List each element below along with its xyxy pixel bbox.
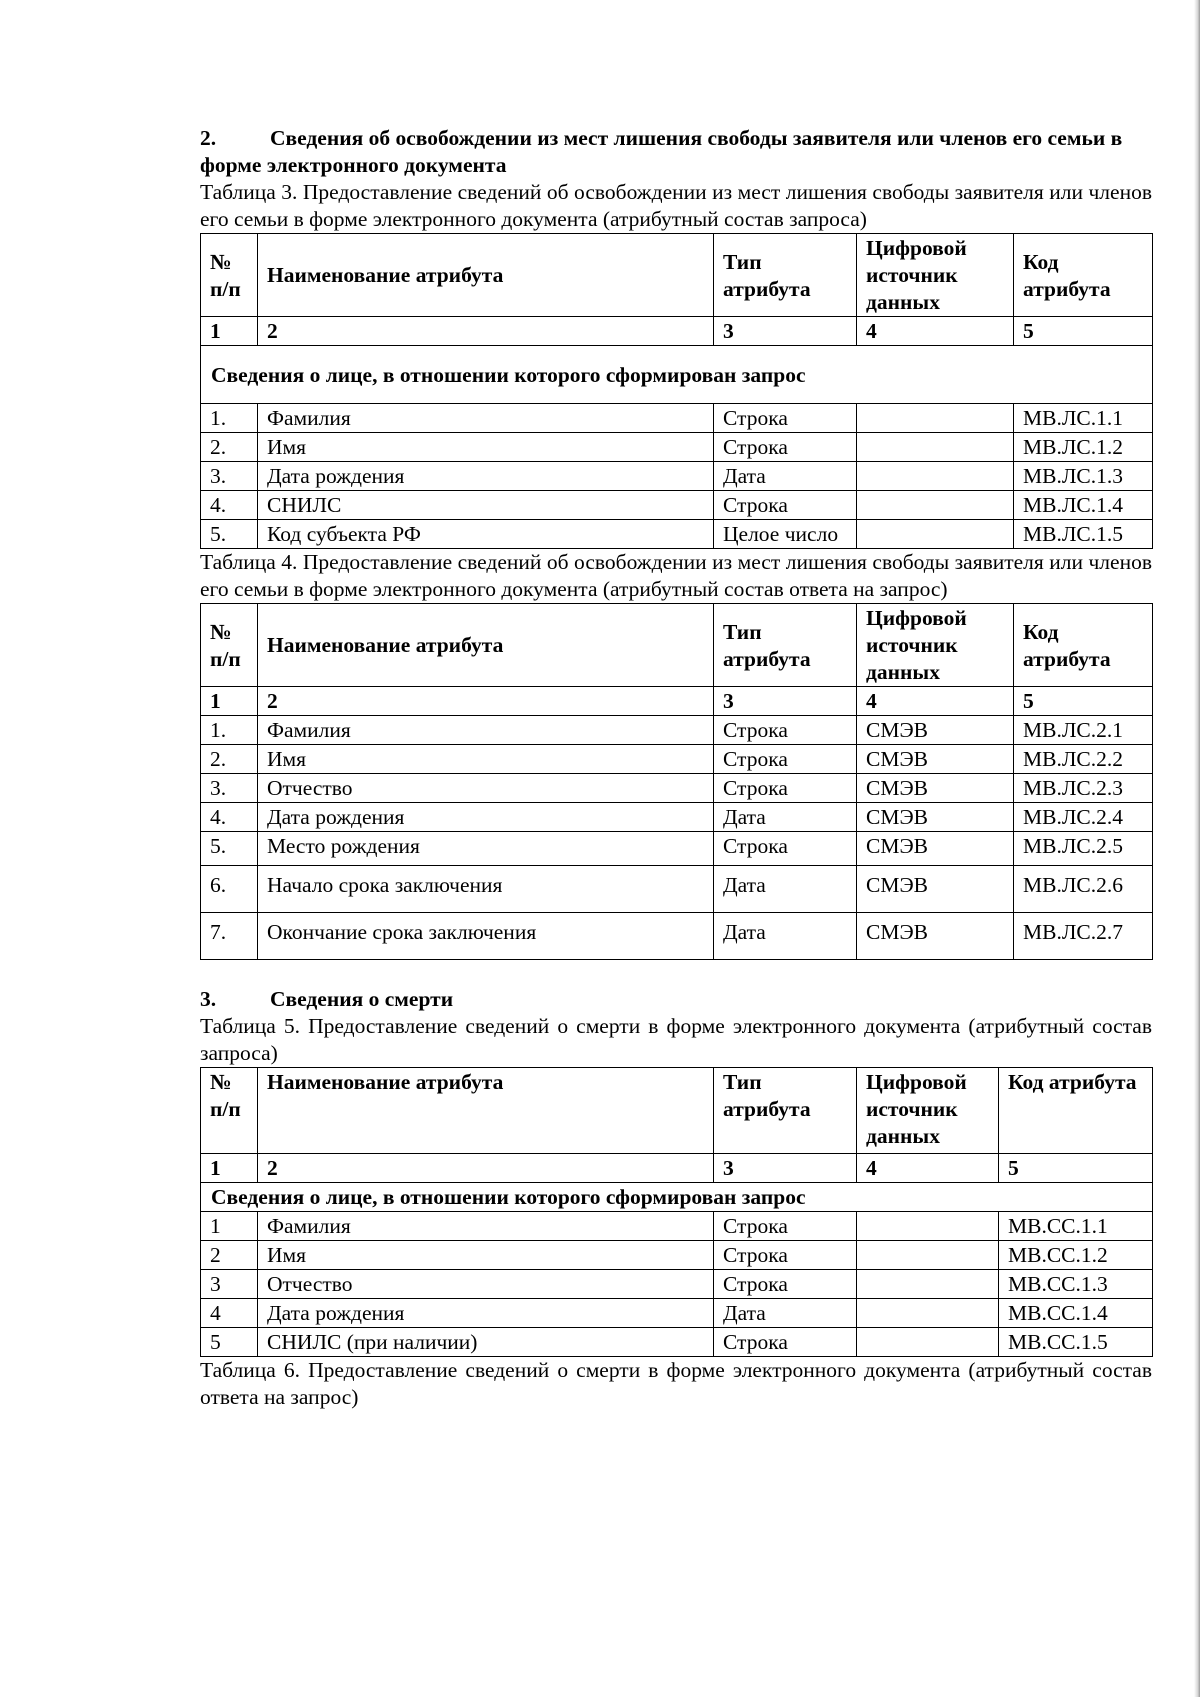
table-row [201,1212,1153,1241]
table-row [201,404,1153,433]
scan-edge-shadow [1194,0,1200,1697]
row-attribute-name: Дата рождения [258,1299,714,1328]
section-2-number: 2. [200,126,217,150]
row-attribute-type: Дата [714,803,857,832]
table-3-index-row [201,317,1153,346]
row-data-source [857,433,1014,462]
header-attribute-type: Тип атрибута [714,234,857,317]
table-4-index-row [201,687,1153,716]
header-attribute-name: Наименование атрибута [258,1068,714,1154]
row-attribute-type: Дата [714,913,857,960]
section-3-title: Сведения о смерти [270,987,454,1011]
table-row [201,913,1153,960]
row-attribute-code: МВ.СС.1.2 [999,1241,1153,1270]
row-attribute-code: МВ.СС.1.5 [999,1328,1153,1357]
row-data-source [857,1328,999,1357]
row-attribute-name: Окончание срока заключения [258,913,714,960]
row-data-source [857,1241,999,1270]
row-attribute-name: Дата рождения [258,803,714,832]
spacer [200,960,1152,986]
table-5 [200,1067,1153,1357]
row-attribute-type: Строка [714,491,857,520]
header-attribute-code: Код атрибута [1014,234,1153,317]
table-row [201,716,1153,745]
row-attribute-code: МВ.ЛС.1.3 [1014,462,1153,491]
row-attribute-name: Дата рождения [258,462,714,491]
table-row [201,462,1153,491]
table-3-section-row [201,346,1153,404]
row-attribute-type: Строка [714,1212,857,1241]
header-attribute-code: Код атрибута [999,1068,1153,1154]
index-cell: 5 [1014,317,1153,346]
row-number: 5. [201,832,258,866]
table-row [201,803,1153,832]
row-attribute-code: МВ.ЛС.2.4 [1014,803,1153,832]
row-attribute-code: МВ.ЛС.1.5 [1014,520,1153,549]
table-row [201,774,1153,803]
row-number: 4 [201,1299,258,1328]
row-attribute-code: МВ.СС.1.3 [999,1270,1153,1299]
row-data-source [857,1212,999,1241]
index-cell: 1 [201,317,258,346]
index-cell: 1 [201,687,258,716]
table-3 [200,233,1153,549]
row-number: 4. [201,491,258,520]
row-attribute-code: МВ.ЛС.2.1 [1014,716,1153,745]
index-cell: 2 [258,687,714,716]
row-number: 1. [201,404,258,433]
row-attribute-name: Отчество [258,1270,714,1299]
row-data-source: СМЭВ [857,832,1014,866]
row-attribute-type: Строка [714,745,857,774]
row-data-source: СМЭВ [857,866,1014,913]
row-attribute-code: МВ.ЛС.1.2 [1014,433,1153,462]
row-attribute-code: МВ.ЛС.2.7 [1014,913,1153,960]
row-data-source: СМЭВ [857,913,1014,960]
row-attribute-code: МВ.ЛС.1.1 [1014,404,1153,433]
row-number: 3. [201,462,258,491]
table-row [201,491,1153,520]
header-number: № п/п [201,234,258,317]
row-data-source [857,404,1014,433]
header-attribute-code: Код атрибута [1014,604,1153,687]
row-attribute-name: Место рождения [258,832,714,866]
row-attribute-name: Начало срока заключения [258,866,714,913]
row-data-source [857,462,1014,491]
table-5-header-row [201,1068,1153,1154]
row-attribute-type: Строка [714,774,857,803]
table-5-caption: Таблица 5. Предоставление сведений о смерти в форме электронного документа (атрибутный состав запроса) [200,1014,1152,1065]
row-data-source [857,1270,999,1299]
row-attribute-code: МВ.СС.1.4 [999,1299,1153,1328]
row-number: 3. [201,774,258,803]
index-cell: 4 [857,1154,999,1183]
row-attribute-type: Строка [714,832,857,866]
row-attribute-name: Имя [258,433,714,462]
row-number: 2. [201,745,258,774]
section-2-title: Сведения об освобождении из мест лишения свободы заявителя или членов его семьи в форме электронного документа [200,126,1123,177]
row-attribute-name: Имя [258,1241,714,1270]
header-attribute-type: Тип атрибута [714,1068,857,1154]
table-4-caption: Таблица 4. Предоставление сведений об освобождении из мест лишения свободы заявителя или членов его семьи в форме электронного документа (атрибутный состав ответа на запрос) [200,550,1152,601]
section-3-number: 3. [200,987,217,1011]
row-attribute-code: МВ.ЛС.2.3 [1014,774,1153,803]
row-attribute-name: Отчество [258,774,714,803]
index-cell: 4 [857,687,1014,716]
row-attribute-name: Код субъекта РФ [258,520,714,549]
table-4-header-row [201,604,1153,687]
row-number: 1 [201,1212,258,1241]
document-content [200,125,1152,1411]
row-attribute-code: МВ.СС.1.1 [999,1212,1153,1241]
row-data-source: СМЭВ [857,774,1014,803]
row-data-source [857,491,1014,520]
row-number: 5. [201,520,258,549]
index-cell: 2 [258,1154,714,1183]
row-number: 1. [201,716,258,745]
header-attribute-type: Тип атрибута [714,604,857,687]
row-number: 2. [201,433,258,462]
section-2-heading [200,125,1152,179]
table-row [201,1328,1153,1357]
row-attribute-name: Фамилия [258,404,714,433]
table-row [201,745,1153,774]
table-row [201,520,1153,549]
header-number: № п/п [201,604,258,687]
header-attribute-name: Наименование атрибута [258,604,714,687]
row-attribute-type: Строка [714,1241,857,1270]
row-data-source: СМЭВ [857,745,1014,774]
table-5-section-row [201,1183,1153,1212]
row-attribute-code: МВ.ЛС.1.4 [1014,491,1153,520]
index-cell: 3 [714,687,857,716]
header-data-source: Цифровой источник данных [857,1068,999,1154]
row-number: 7. [201,913,258,960]
row-data-source [857,520,1014,549]
row-attribute-name: Имя [258,745,714,774]
table-row [201,1270,1153,1299]
index-cell: 3 [714,317,857,346]
row-attribute-type: Строка [714,1270,857,1299]
row-number: 6. [201,866,258,913]
header-data-source: Цифровой источник данных [857,234,1014,317]
table-row [201,866,1153,913]
row-number: 5 [201,1328,258,1357]
table-3-header-row [201,234,1153,317]
row-attribute-type: Строка [714,433,857,462]
index-cell: 2 [258,317,714,346]
section-3-heading [200,986,1152,1013]
row-attribute-code: МВ.ЛС.2.5 [1014,832,1153,866]
table-4 [200,603,1153,960]
row-attribute-type: Строка [714,716,857,745]
index-cell: 5 [999,1154,1153,1183]
index-cell: 5 [1014,687,1153,716]
row-attribute-type: Дата [714,1299,857,1328]
row-attribute-type: Дата [714,866,857,913]
index-cell: 1 [201,1154,258,1183]
row-number: 2 [201,1241,258,1270]
row-attribute-type: Строка [714,1328,857,1357]
row-data-source: СМЭВ [857,803,1014,832]
section-title-cell: Сведения о лице, в отношении которого сформирован запрос [201,346,1153,404]
table-row [201,1241,1153,1270]
row-attribute-name: Фамилия [258,1212,714,1241]
table-row [201,832,1153,866]
row-attribute-name: Фамилия [258,716,714,745]
row-attribute-code: МВ.ЛС.2.6 [1014,866,1153,913]
row-data-source [857,1299,999,1328]
row-attribute-name: СНИЛС [258,491,714,520]
row-attribute-type: Строка [714,404,857,433]
row-number: 4. [201,803,258,832]
table-row [201,433,1153,462]
row-attribute-code: МВ.ЛС.2.2 [1014,745,1153,774]
table-3-caption: Таблица 3. Предоставление сведений об освобождении из мест лишения свободы заявителя или членов его семьи в форме электронного документа (атрибутный состав запроса) [200,180,1152,231]
header-attribute-name: Наименование атрибута [258,234,714,317]
header-data-source: Цифровой источник данных [857,604,1014,687]
row-attribute-type: Целое число [714,520,857,549]
header-number: № п/п [201,1068,258,1154]
index-cell: 4 [857,317,1014,346]
row-attribute-type: Дата [714,462,857,491]
table-row [201,1299,1153,1328]
row-data-source: СМЭВ [857,716,1014,745]
index-cell: 3 [714,1154,857,1183]
row-number: 3 [201,1270,258,1299]
row-attribute-name: СНИЛС (при наличии) [258,1328,714,1357]
table-6-caption: Таблица 6. Предоставление сведений о смерти в форме электронного документа (атрибутный состав ответа на запрос) [200,1358,1152,1409]
section-title-cell: Сведения о лице, в отношении которого сформирован запрос [201,1183,1153,1212]
table-5-index-row [201,1154,1153,1183]
